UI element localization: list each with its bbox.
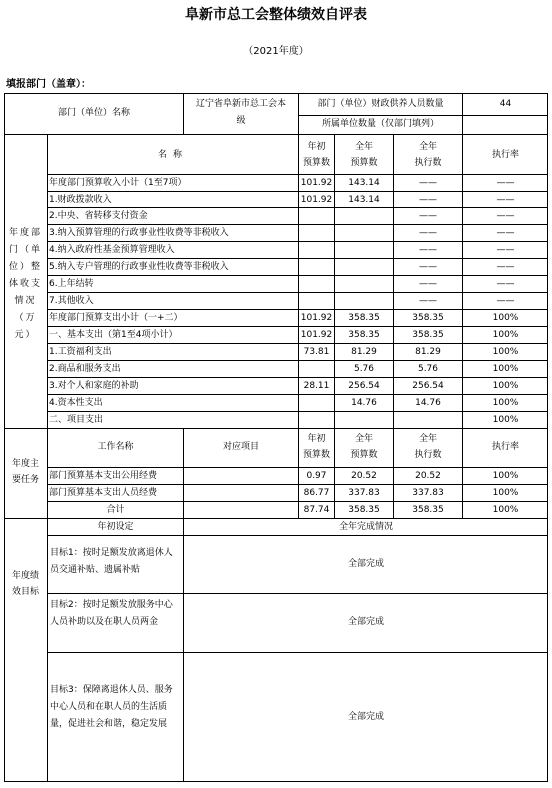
budget-row-2-name: 2.中央、省转移支付资金 [49, 211, 148, 221]
budget-row-6-exec: —— [419, 279, 437, 289]
budget-col-exec-2: 执行数 [414, 158, 442, 168]
budget-row-2-exec: —— [419, 211, 437, 221]
budget-row-1-full: 143.14 [348, 195, 380, 205]
task-row-2-full: 358.35 [348, 505, 380, 515]
budget-col-name: 名称 [157, 150, 188, 160]
goal-1-text: 目标1：按时足额发放离退休人员交通补贴、遗属补贴 [50, 548, 173, 575]
budget-col-rate: 执行率 [491, 150, 519, 160]
goal-3-text: 目标3：保障离退休人员、服务中心人员和在职人员的生活质量，促进社会和谐，稳定发展 [50, 685, 173, 729]
goals-col-set: 年初设定 [97, 522, 134, 532]
budget-row-10-full: 81.29 [351, 347, 377, 357]
staff-count-label: 部门（单位）财政供养人员数量 [317, 99, 444, 109]
tasks-col-full-1: 全年 [354, 434, 373, 444]
budget-row-1-rate: —— [496, 195, 515, 205]
budget-row-13-exec: 14.76 [415, 398, 441, 408]
goals-side-label-1: 年度绩 [11, 571, 39, 581]
budget-row-11-full: 5.76 [353, 364, 375, 374]
report-year: （2021年度） [243, 46, 309, 57]
task-row-1-initial: 86.77 [303, 488, 330, 498]
tasks-col-exec-2: 执行数 [414, 450, 442, 460]
dept-name-value-line2: 级 [236, 116, 246, 126]
budget-row-7-exec: —— [419, 296, 437, 306]
budget-row-0-rate: —— [496, 178, 515, 188]
budget-row-2-rate: —— [496, 211, 515, 221]
task-row-2-initial: 87.74 [303, 505, 330, 515]
budget-row-6-rate: —— [496, 279, 515, 289]
tasks-side-label-1: 年度主 [11, 459, 39, 469]
budget-side-label: 年度部门（单位）整体收支情况（万元） [8, 228, 42, 340]
budget-row-1-exec: —— [419, 195, 437, 205]
tasks-col-initial-2: 预算数 [302, 450, 330, 460]
tasks-col-exec-1: 全年 [418, 434, 437, 444]
filing-dept-label: 填报部门（盖章）： [6, 79, 91, 90]
budget-row-8-rate: 100% [492, 313, 519, 323]
budget-row-12-rate: 100% [492, 381, 519, 391]
budget-row-10-rate: 100% [492, 347, 519, 357]
task-row-0-rate: 100% [492, 471, 519, 481]
task-row-1-name: 部门预算基本支出人员经费 [49, 488, 158, 498]
budget-row-9-exec: 358.35 [412, 330, 444, 340]
budget-row-8-name: 年度部门预算支出小计（一+二） [49, 313, 183, 323]
budget-row-0-name: 年度部门预算收入小计（1至7项） [49, 178, 187, 188]
task-row-0-initial: 0.97 [306, 471, 327, 481]
staff-count-value: 44 [499, 99, 512, 109]
budget-row-14-rate: 100% [492, 415, 519, 425]
budget-row-4-rate: —— [496, 245, 515, 255]
budget-row-7-name: 7.其他收入 [49, 296, 94, 306]
budget-row-10-exec: 81.29 [415, 347, 441, 357]
budget-row-12-initial: 28.11 [303, 381, 330, 391]
budget-row-12-name: 3.对个人和家庭的补助 [49, 381, 139, 391]
budget-row-12-exec: 256.54 [412, 381, 444, 391]
budget-row-9-full: 358.35 [348, 330, 380, 340]
budget-row-9-name: 一、基本支出（第1至4项小计） [49, 330, 178, 340]
budget-row-9-rate: 100% [492, 330, 519, 340]
tasks-side-label-2: 要任务 [11, 475, 39, 485]
tasks-col-project: 对应项目 [222, 442, 259, 452]
budget-row-11-rate: 100% [492, 364, 519, 374]
budget-row-13-full: 14.76 [351, 398, 377, 408]
budget-row-5-exec: —— [419, 262, 437, 272]
budget-col-initial-2: 预算数 [302, 158, 330, 168]
task-row-2-rate: 100% [492, 505, 519, 515]
tasks-col-name: 工作名称 [97, 442, 134, 452]
budget-row-4-exec: —— [419, 245, 437, 255]
budget-row-8-exec: 358.35 [412, 313, 444, 323]
budget-row-1-name: 1.财政拨款收入 [49, 195, 112, 205]
budget-row-8-initial: 101.92 [300, 313, 333, 323]
budget-row-3-exec: —— [419, 228, 437, 238]
tasks-col-full-2: 预算数 [350, 450, 378, 460]
budget-row-10-initial: 73.81 [303, 347, 330, 357]
tasks-col-rate: 执行率 [491, 442, 519, 452]
goals-side-label-2: 效目标 [11, 587, 39, 597]
task-row-0-exec: 20.52 [415, 471, 441, 481]
budget-col-exec-1: 全年 [418, 142, 437, 152]
budget-row-3-rate: —— [496, 228, 515, 238]
budget-col-full-2: 预算数 [350, 158, 378, 168]
budget-row-0-full: 143.14 [348, 178, 380, 188]
budget-row-3-name: 3.纳入预算管理的行政事业性收费等非税收入 [49, 228, 229, 238]
task-row-1-exec: 337.83 [412, 488, 444, 498]
goal-1-result: 全部完成 [347, 559, 384, 569]
task-row-0-full: 20.52 [351, 471, 377, 481]
tasks-col-initial-1: 年初 [307, 434, 326, 444]
budget-row-6-name: 6.上年结转 [49, 279, 94, 289]
budget-row-14-name: 二、项目支出 [49, 415, 104, 425]
goal-2-text: 目标2：按时足额发放服务中心人员补助以及在职人员两金 [50, 600, 173, 627]
budget-row-12-full: 256.54 [348, 381, 380, 391]
budget-col-full-1: 全年 [354, 142, 373, 152]
page-title: 阜新市总工会整体绩效自评表 [185, 7, 367, 23]
budget-row-9-initial: 101.92 [300, 330, 333, 340]
dept-name-label: 部门（单位）名称 [57, 108, 130, 118]
dept-name-value-line1: 辽宁省阜新市总工会本 [195, 99, 286, 109]
goal-3-result: 全部完成 [347, 712, 384, 722]
task-row-2-exec: 358.35 [412, 505, 444, 515]
budget-row-5-rate: —— [496, 262, 515, 272]
budget-row-10-name: 1.工资福利支出 [49, 347, 112, 357]
budget-row-13-name: 4.资本性支出 [49, 398, 103, 408]
task-row-0-name: 部门预算基本支出公用经费 [49, 471, 158, 481]
budget-row-1-initial: 101.92 [300, 195, 333, 205]
sub-units-label: 所属单位数量（仅部门填列） [321, 119, 439, 129]
budget-row-11-name: 2.商品和服务支出 [49, 364, 121, 374]
budget-row-0-exec: —— [419, 178, 437, 188]
task-row-2-name: 合计 [106, 505, 125, 515]
budget-row-13-rate: 100% [492, 398, 519, 408]
budget-row-0-initial: 101.92 [300, 178, 333, 188]
budget-row-8-full: 358.35 [348, 313, 380, 323]
goals-col-done: 全年完成情况 [338, 522, 393, 532]
budget-row-7-rate: —— [496, 296, 515, 306]
budget-col-initial-1: 年初 [307, 142, 326, 152]
budget-row-4-name: 4.纳入政府性基金预算管理收入 [49, 245, 175, 255]
task-row-1-full: 337.83 [348, 488, 380, 498]
budget-row-11-exec: 5.76 [417, 364, 439, 374]
task-row-1-rate: 100% [492, 488, 519, 498]
goal-2-result: 全部完成 [347, 617, 384, 627]
budget-row-5-name: 5.纳入专户管理的行政事业性收费等非税收入 [49, 262, 229, 272]
